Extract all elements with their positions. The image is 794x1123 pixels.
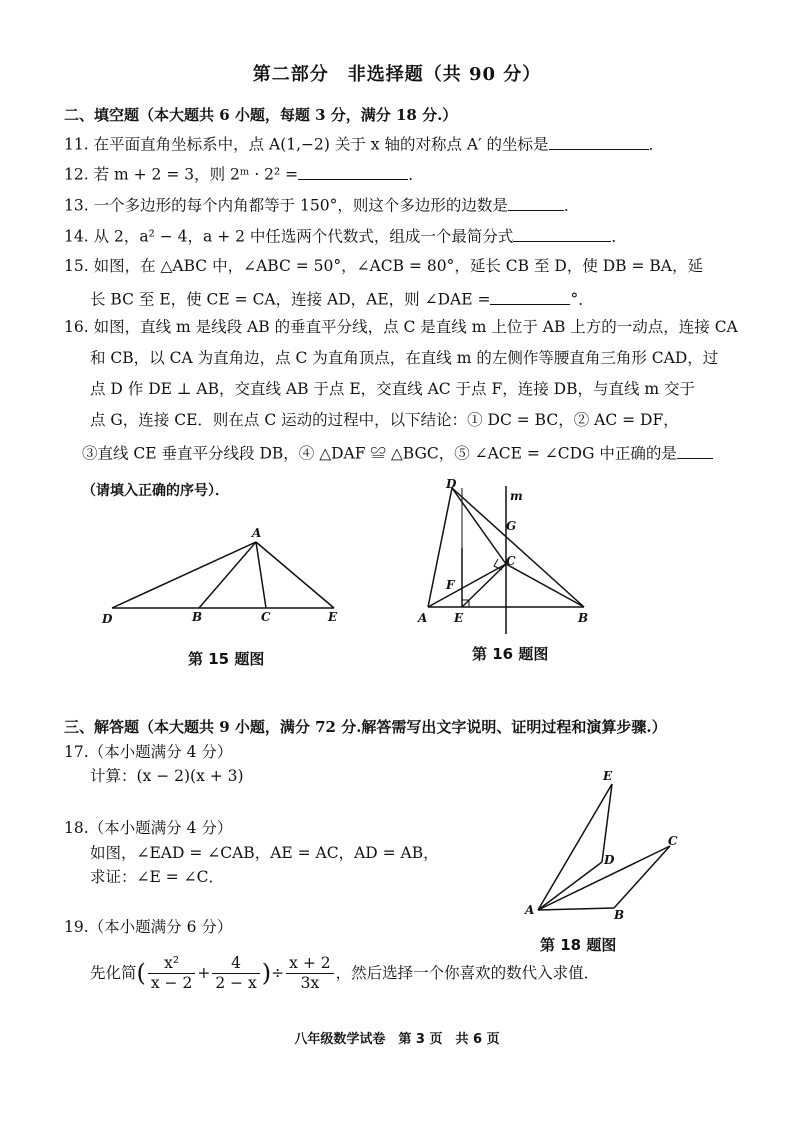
- section-solve-heading: 三、解答题（本大题共 9 小题，满分 72 分.解答需写出文字说明、证明过程和演算步骤.）: [64, 718, 667, 736]
- label-e: E: [454, 611, 464, 625]
- question-19-prefix: 先化简: [90, 964, 137, 983]
- question-16-line-2: 和 CB，以 CA 为直角边，点 C 为直角顶点，在直线 m 的左侧作等腰直角三角形 CAD，过: [90, 349, 719, 367]
- label-b: B: [578, 611, 589, 625]
- fraction-2: [212, 954, 259, 992]
- label-f: F: [446, 578, 455, 592]
- question-18-body-1: 如图，∠EAD = ∠CAB，AE = AC，AD = AB，: [90, 844, 439, 862]
- fraction-1-denominator: x − 2: [150, 973, 193, 992]
- plus-sign: +: [197, 964, 211, 983]
- question-17-body: 计算：(x − 2)(x + 3): [90, 767, 244, 785]
- question-15-line-2: [90, 288, 594, 310]
- question-14: 14. 从 2，a² − 4，a + 2 中任选两个代数式，组成一个最简分式 ．: [64, 225, 627, 247]
- label-g: G: [506, 519, 517, 533]
- question-18-title: 18.（本小题满分 4 分）: [64, 819, 233, 837]
- right-paren: ): [261, 958, 272, 987]
- fraction-1: [148, 954, 195, 992]
- figure-18-caption: 第 18 题图: [540, 936, 617, 954]
- label-a: A: [252, 526, 262, 540]
- figure-18: [518, 766, 688, 926]
- label-b: B: [614, 908, 625, 922]
- question-11: 11. 在平面直角坐标系中，点 A(1,−2) 关于 x 轴的对称点 A′ 的坐标是 ．: [64, 133, 664, 155]
- fraction-2-denominator: 2 − x: [215, 973, 257, 992]
- question-16-line-3: 点 D 作 DE ⊥ AB，交直线 AB 于点 E，交直线 AC 于点 F，连接 DB，与直线 m 交于: [90, 380, 696, 398]
- question-16-line-5: [82, 442, 713, 464]
- fraction-3-numerator: x + 2: [286, 954, 333, 974]
- question-15-line-1: 15. 如图，在 △ABC 中，∠ABC = 50°，∠ACB = 80°，延长 CB 至 D，使 DB = BA，延: [64, 257, 703, 275]
- question-19-body: [90, 954, 599, 992]
- figure-15: [96, 520, 356, 630]
- figure-16-caption: 第 16 题图: [472, 645, 549, 663]
- label-d: D: [102, 612, 113, 626]
- question-13-text: 13. 一个多边形的每个内角都等于 150°，则这个多边形的边数是: [64, 196, 508, 215]
- question-16-line-4: 点 G，连接 CE．则在点 C 运动的过程中，以下结论：① DC = BC，② AC = DF，: [90, 411, 679, 429]
- figure-16: [410, 476, 600, 638]
- left-paren: (: [136, 958, 146, 987]
- label-c: C: [261, 610, 271, 624]
- question-16-text: ③直线 CE 垂直平分线段 DB，④ △DAF ≌ △BGC，⑤ ∠ACE = ∠CDG 中正确的是: [82, 444, 677, 463]
- label-a: A: [525, 903, 535, 917]
- figure-15-caption: 第 15 题图: [188, 650, 265, 668]
- answer-blank-14[interactable]: [513, 225, 611, 242]
- question-19-suffix: ，然后选择一个你喜欢的数代入求值．: [335, 964, 600, 983]
- question-16-line-1: 16. 如图，直线 m 是线段 AB 的垂直平分线，点 C 是直线 m 上位于 AB 上方的一动点，连接 CA: [64, 318, 738, 336]
- question-19-title: 19.（本小题满分 6 分）: [64, 918, 233, 936]
- question-12-text: 12. 若 m + 2 = 3，则 2ᵐ · 2² =: [64, 165, 299, 184]
- label-e: E: [328, 610, 338, 624]
- section-fill-in-heading: 二、填空题（本大题共 6 小题，每题 3 分，满分 18 分.）: [64, 106, 458, 124]
- page-title: 第二部分 非选择题（共 90 分）: [252, 64, 542, 85]
- answer-blank-11[interactable]: [549, 133, 649, 150]
- question-12: 12. 若 m + 2 = 3，则 2ᵐ · 2² = ．: [64, 163, 424, 185]
- question-17-title: 17.（本小题满分 4 分）: [64, 743, 233, 761]
- label-m: m: [510, 489, 523, 503]
- label-c: C: [668, 834, 678, 848]
- label-e: E: [603, 769, 613, 783]
- divide-sign: ÷: [271, 964, 285, 983]
- fraction-3: [286, 954, 333, 992]
- answer-blank-13[interactable]: [508, 194, 564, 211]
- question-14-text: 14. 从 2，a² − 4，a + 2 中任选两个代数式，组成一个最简分式: [64, 227, 514, 246]
- label-d: D: [446, 477, 457, 491]
- label-c: C: [506, 554, 516, 568]
- question-15-unit: °．: [570, 290, 594, 309]
- label-d: D: [604, 853, 615, 867]
- question-13: 13. 一个多边形的每个内角都等于 150°，则这个多边形的边数是 ．: [64, 194, 579, 216]
- fraction-2-numerator: 4: [212, 954, 259, 974]
- answer-blank-15[interactable]: [490, 288, 570, 305]
- label-b: B: [192, 610, 203, 624]
- question-18-body-2: 求证：∠E = ∠C．: [90, 868, 224, 886]
- page-footer: 八年级数学试卷 第 3 页 共 6 页: [294, 1032, 500, 1047]
- question-15-text: 长 BC 至 E，使 CE = CA，连接 AD，AE，则 ∠DAE =: [90, 290, 491, 309]
- fraction-3-denominator: 3x: [300, 973, 320, 992]
- answer-blank-16[interactable]: [677, 442, 713, 459]
- fraction-1-numerator: x²: [148, 954, 195, 974]
- question-11-text: 11. 在平面直角坐标系中，点 A(1,−2) 关于 x 轴的对称点 A′ 的坐标是: [64, 135, 549, 154]
- answer-blank-12[interactable]: [298, 163, 408, 180]
- question-16-line-6: （请填入正确的序号）．: [82, 483, 229, 499]
- label-a: A: [418, 611, 428, 625]
